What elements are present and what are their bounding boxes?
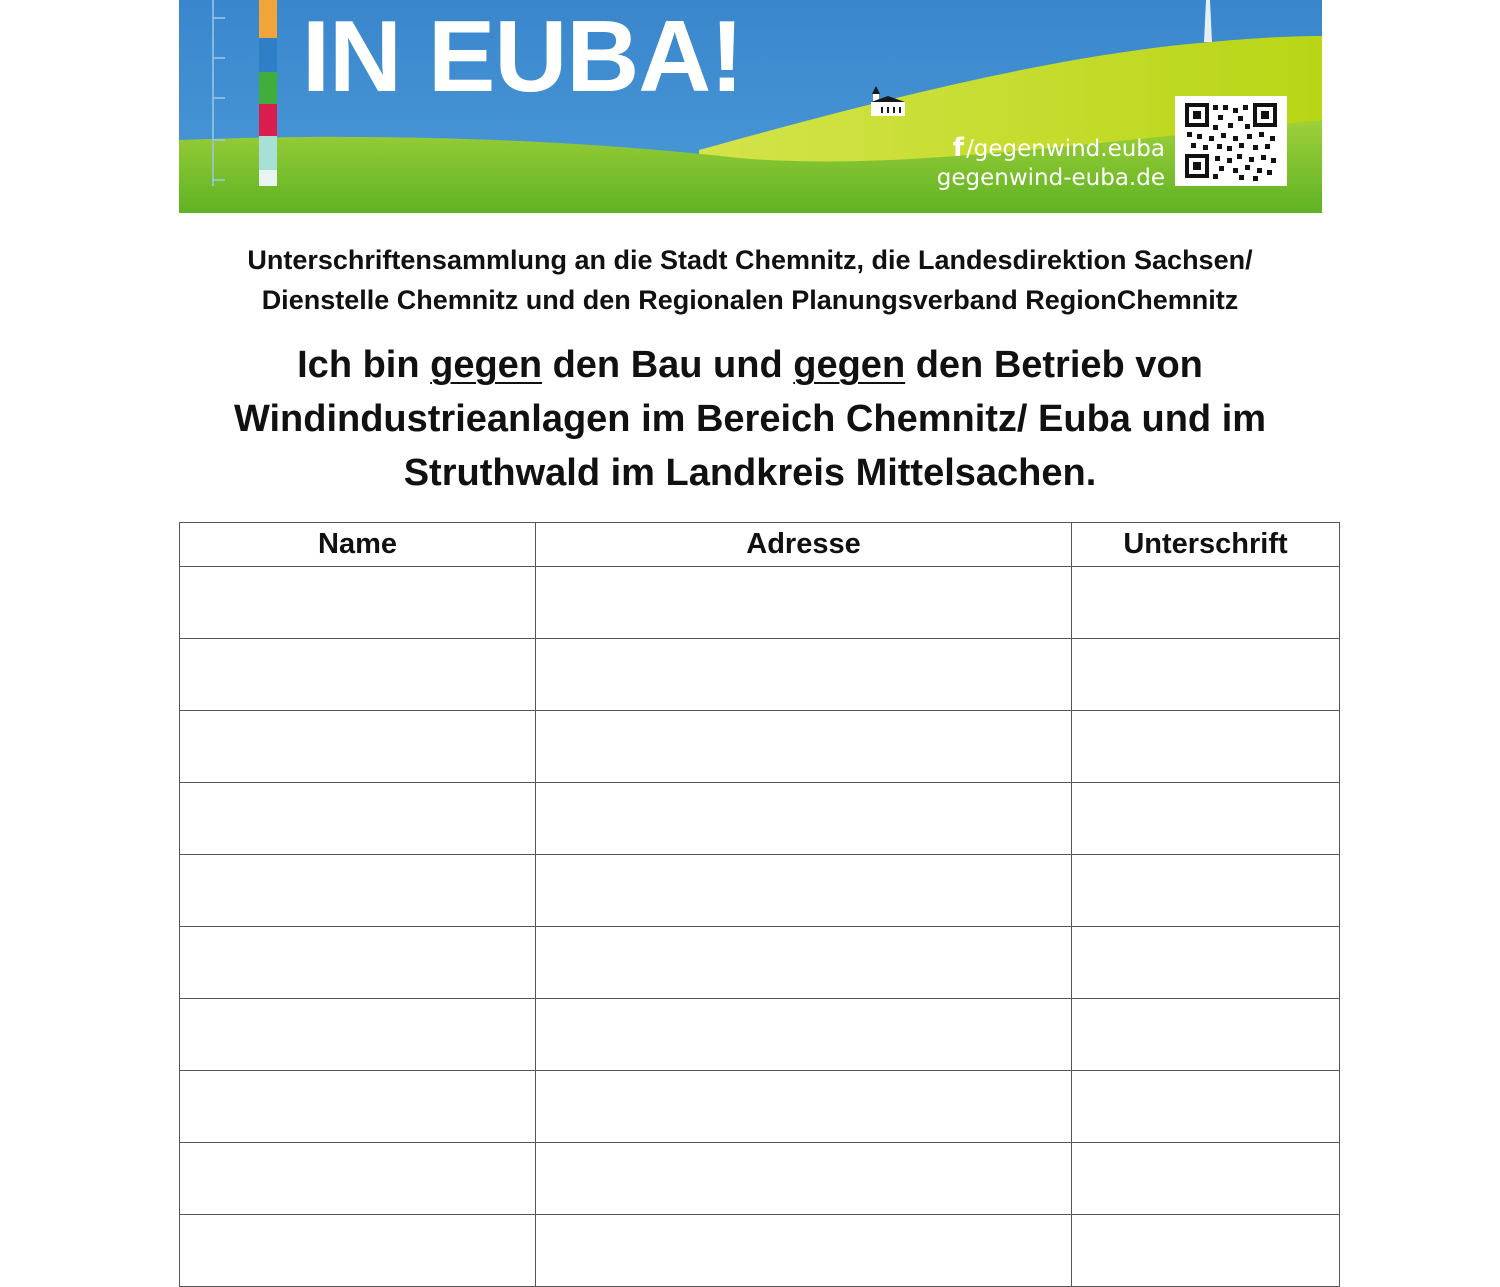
table-row [180, 1143, 1340, 1215]
banner-headline: IN EUBA! [302, 1, 743, 113]
address-cell[interactable] [536, 855, 1072, 927]
banner-contact [937, 134, 1165, 193]
recipients-line-1: Unterschriftensammlung an die Stadt Chemnitz, die Landesdirektion Sachsen/ [247, 245, 1253, 275]
statement-emphasis-2: gegen [793, 344, 906, 386]
column-header-address: Adresse [536, 523, 1072, 567]
name-cell[interactable] [180, 639, 536, 711]
petition-recipients [150, 240, 1350, 320]
table-row [180, 783, 1340, 855]
signature-cell[interactable] [1072, 999, 1340, 1071]
address-cell[interactable] [536, 639, 1072, 711]
signature-rows [180, 567, 1340, 1287]
name-cell[interactable] [180, 783, 536, 855]
address-cell[interactable] [536, 1143, 1072, 1215]
statement-line-2: Windindustrieanlagen im Bereich Chemnitz/ Euba und im [233, 398, 1267, 440]
signature-cell[interactable] [1072, 1215, 1340, 1287]
name-cell[interactable] [180, 1215, 536, 1287]
statement-emphasis-1: gegen [430, 344, 543, 386]
statement-part-2: den Bau und [542, 344, 794, 386]
signature-cell[interactable] [1072, 1071, 1340, 1143]
facebook-icon: f [952, 133, 965, 163]
statement-part-1: Ich bin [297, 344, 431, 386]
facebook-handle: /gegenwind.euba [966, 136, 1165, 162]
address-cell[interactable] [536, 783, 1072, 855]
signature-table [179, 522, 1340, 1287]
signature-cell[interactable] [1072, 639, 1340, 711]
table-header-row [180, 523, 1340, 567]
signature-cell[interactable] [1072, 783, 1340, 855]
name-cell[interactable] [180, 567, 536, 639]
facebook-link[interactable] [937, 134, 1165, 164]
table-row [180, 855, 1340, 927]
signature-cell[interactable] [1072, 927, 1340, 999]
column-header-signature: Unterschrift [1072, 523, 1340, 567]
signature-cell[interactable] [1072, 711, 1340, 783]
name-cell[interactable] [180, 855, 536, 927]
statement-line-3: Struthwald im Landkreis Mittelsachen. [403, 452, 1097, 494]
website-link[interactable]: gegenwind-euba.de [936, 165, 1165, 191]
recipients-line-2: Dienstelle Chemnitz und den Regionalen Planungsverband RegionChemnitz [261, 285, 1239, 315]
address-cell[interactable] [536, 999, 1072, 1071]
table-row [180, 927, 1340, 999]
address-cell[interactable] [536, 711, 1072, 783]
name-cell[interactable] [180, 1143, 536, 1215]
petition-statement [150, 338, 1350, 500]
table-row [180, 1071, 1340, 1143]
signature-cell[interactable] [1072, 1143, 1340, 1215]
table-row [180, 1215, 1340, 1287]
address-cell[interactable] [536, 567, 1072, 639]
address-cell[interactable] [536, 1215, 1072, 1287]
name-cell[interactable] [180, 927, 536, 999]
table-row [180, 999, 1340, 1071]
table-row [180, 639, 1340, 711]
address-cell[interactable] [536, 1071, 1072, 1143]
table-row [180, 711, 1340, 783]
address-cell[interactable] [536, 927, 1072, 999]
table-row [180, 567, 1340, 639]
column-header-name: Name [180, 523, 536, 567]
signature-cell[interactable] [1072, 567, 1340, 639]
qr-code-icon [1175, 96, 1287, 186]
campaign-banner [179, 0, 1322, 213]
name-cell[interactable] [180, 711, 536, 783]
name-cell[interactable] [180, 1071, 536, 1143]
signature-cell[interactable] [1072, 855, 1340, 927]
statement-part-3: den Betrieb von [905, 344, 1203, 386]
name-cell[interactable] [180, 999, 536, 1071]
